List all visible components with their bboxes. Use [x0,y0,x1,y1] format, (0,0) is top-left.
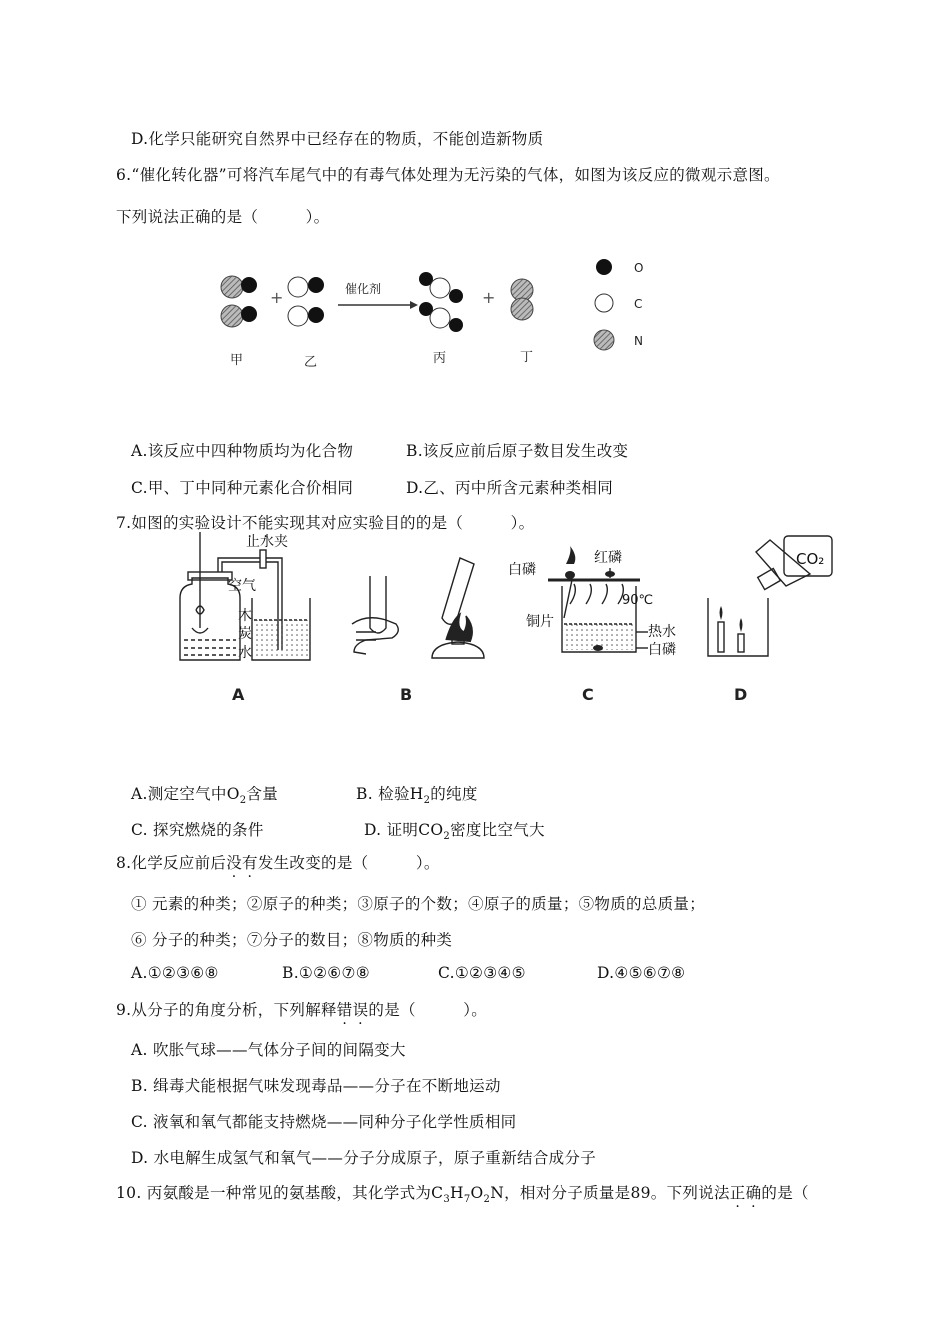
c-temp-label: 90℃ [622,593,654,608]
q10-stem: 10. 丙氨酸是一种常见的氨基酸，其化学式为$C_3H_7O_2N$，相对分子质量是89。下列说法正确的是（ [116,1181,809,1205]
label-jia: 甲 [230,353,244,368]
catalyst-label: 催化剂 [345,282,382,296]
q9-stem: 9.从分子的角度分析，下列解释错误的是（ ）。 [116,998,487,1020]
panel-label-b: B [400,685,413,704]
a-wood-label: 木 [238,608,252,624]
legend-o: O [634,261,644,275]
c-white-p-bottom-label: 白磷 [648,642,676,658]
q6-stem-line1: 6.“催化转化器”可将汽车尾气中的有毒气体处理为无污染的气体，如图为该反应的微观示意图。 [116,166,780,184]
q8-emphasis-2: 有 [242,854,258,872]
q8-items-line2: ⑥ 分子的种类；⑦分子的数目；⑧物质的种类 [131,931,453,949]
q8-items-line1: ① 元素的种类；②原子的种类；③原子的个数；④原子的质量；⑤物质的总质量； [131,895,706,913]
legend-n: N [634,334,643,348]
q9-option-b: B. 缉毒犬能根据气味发现毒品——分子在不断地运动 [131,1077,501,1095]
q9-option-d: D. 水电解生成氢气和氧气——分子分成原子，原子重新结合成分子 [131,1149,597,1167]
molecule-bing [419,272,463,332]
q10-emphasis-1: 正 [729,1184,746,1202]
q9-option-a: A. 吹胀气球——气体分子间的间隔变大 [131,1041,406,1059]
q9-emphasis-1: 错 [336,1001,353,1019]
q6-option-c: C.甲、丁中同种元素化合价相同 [131,479,354,497]
q7-emphasis-2: 能 [257,514,274,532]
q9-option-c: C. 液氧和氧气都能支持燃烧——同种分子化学性质相同 [131,1113,517,1131]
label-yi: 乙 [304,355,318,370]
legend [594,259,643,350]
q7-stem-post: 实现其对应实验目的的是（ ）。 [273,514,535,532]
a-water-label: 水 [238,645,252,661]
catalyst-arrow [338,301,418,309]
q8-option-b: B.①②⑥⑦⑧ [282,964,370,982]
q7-option-c: C. 探究燃烧的条件 [131,821,264,839]
q5-option-d: D.化学只能研究自然界中已经存在的物质，不能创造新物质 [131,130,544,148]
molecule-yi [288,277,324,326]
q6-option-d: D.乙、丙中所含元素种类相同 [406,479,614,497]
a-charcoal-label: 炭 [238,626,252,642]
label-bing: 丙 [433,351,447,366]
q6-option-b: B.该反应前后原子数目发生改变 [406,442,629,460]
q6-stem-line2: 下列说法正确的是（ ）。 [116,208,330,226]
molecule-ding [511,279,533,320]
q8-emphasis-1: 没 [226,854,243,872]
panel-c-apparatus [548,568,648,652]
c-hot-water-label: 热水 [648,624,676,640]
a-clamp-label: 止水夹 [246,534,288,550]
panel-label-c: C [582,685,594,704]
q8-option-c: C.①②③④⑤ [438,964,526,982]
q8-option-d: D.④⑤⑥⑦⑧ [597,964,686,982]
panel-label-a: A [232,685,245,704]
legend-c: C [634,297,643,311]
panel-label-d: D [734,685,748,704]
d-gas-label: CO₂ [796,550,825,568]
q9-emphasis-2: 误 [352,1001,369,1019]
c-red-p-label: 红磷 [594,550,622,566]
q7-option-d: D. 证明$CO_2$密度比空气大 [364,821,545,843]
label-ding: 丁 [520,350,534,365]
molecule-jia [221,276,257,327]
q6-option-a: A.该反应中四种物质均为化合物 [131,442,354,460]
a-air-label: 空气 [228,578,256,594]
q8-stem: 8.化学反应前后没有发生改变的是（ ）。 [116,851,440,873]
svg-text:+: + [482,288,496,307]
c-white-p-top-label: 白磷 [508,562,536,578]
q7-stem-pre: 7.如图的实验设计 [116,514,242,532]
q6-reaction-diagram [200,245,680,380]
q7-option-b: B. 检验$H_2$的纯度 [356,785,478,807]
q8-option-a: A.①②③⑥⑧ [131,964,219,982]
q7-option-a: A.测定空气中$O_2$含量 [131,785,279,807]
q7-emphasis-1: 不 [242,514,258,532]
q7-experiment-figure [170,528,850,713]
c-copper-label: 铜片 [526,614,554,630]
svg-text:+: + [270,288,284,307]
panel-b-apparatus [352,558,484,658]
q10-emphasis-2: 确 [745,1184,762,1202]
